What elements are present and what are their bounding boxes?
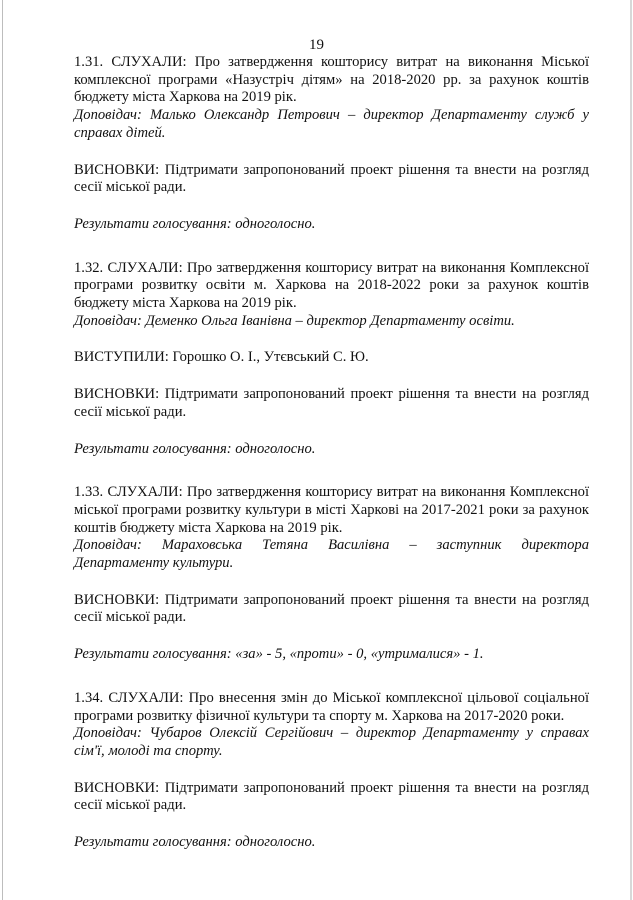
voting-result: Результати голосування: «за» - 5, «проти» - 0, «утрималися» - 1. — [74, 646, 484, 663]
agenda-item-1-34 — [74, 690, 589, 852]
heard-paragraph: 1.34. СЛУХАЛИ: Про внесення змін до Міської комплексної цільової соціальної програми розвитку фізичної культури та спорту м. Харкова на 2017-2020 роки. — [74, 689, 589, 724]
agenda-item-1-33 — [74, 484, 589, 664]
speaker-paragraph: Доповідач: Малько Олександр Петрович – директор Департаменту служб у справах дітей. — [74, 107, 589, 141]
conclusions-paragraph: ВИСНОВКИ: Підтримати запропонований проект рішення та внести на розгляд сесії міської ради. — [74, 779, 589, 814]
speaker-paragraph: Доповідач: Мараховська Тетяна Василівна – заступник директора Департаменту культури. — [74, 537, 589, 572]
spoke-paragraph: ВИСТУПИЛИ: Горошко О. І., Утєвський С. Ю. — [74, 349, 369, 366]
heard-paragraph: 1.33. СЛУХАЛИ: Про затвердження кошторису витрат на виконання Комплексної міської програми розвитку культури в місті Харкові на 2017-2021 роки за рахунок коштів бюджету міста Харкова на 2019 рік. — [74, 484, 589, 536]
conclusions-paragraph: ВИСНОВКИ: Підтримати запропонований проект рішення та внести на розгляд сесії міської ради. — [74, 591, 589, 626]
agenda-item-1-32 — [74, 260, 589, 459]
speaker-paragraph: Доповідач: Деменко Ольга Іванівна – директор Департаменту освіти. — [74, 312, 515, 329]
heard-paragraph: 1.32. СЛУХАЛИ: Про затвердження кошторису витрат на виконання Комплексної програми розвитку освіти м. Харкова на 2018-2022 роки за рахунок коштів бюджету міста Харкова на 2019 рік. — [74, 259, 589, 312]
page-number: 19 — [309, 37, 324, 53]
speaker-paragraph: Доповідач: Чубаров Олексій Сергійович – директор Департаменту у справах сім'ї, молоді та спорту. — [74, 725, 589, 759]
scan-edge-left — [2, 0, 3, 900]
conclusions-paragraph: ВИСНОВКИ: Підтримати запропонований проект рішення та внести на розгляд сесії міської ради. — [74, 386, 589, 420]
protocol-content — [74, 54, 589, 852]
agenda-item-1-31 — [74, 54, 589, 234]
conclusions-paragraph: ВИСНОВКИ: Підтримати запропонований проект рішення та внести на розгляд сесії міської ради. — [74, 161, 589, 196]
voting-result: Результати голосування: одноголосно. — [74, 215, 316, 232]
heard-paragraph: 1.31. СЛУХАЛИ: Про затвердження кошторису витрат на виконання Міської комплексної програми «Назустріч дітям» на 2018-2020 рр. за рахунок коштів бюджету міста Харкова на 2019 рік. — [74, 54, 589, 106]
voting-result: Результати голосування: одноголосно. — [74, 440, 316, 457]
scan-edge-right — [630, 0, 632, 900]
voting-result: Результати голосування: одноголосно. — [74, 834, 316, 851]
